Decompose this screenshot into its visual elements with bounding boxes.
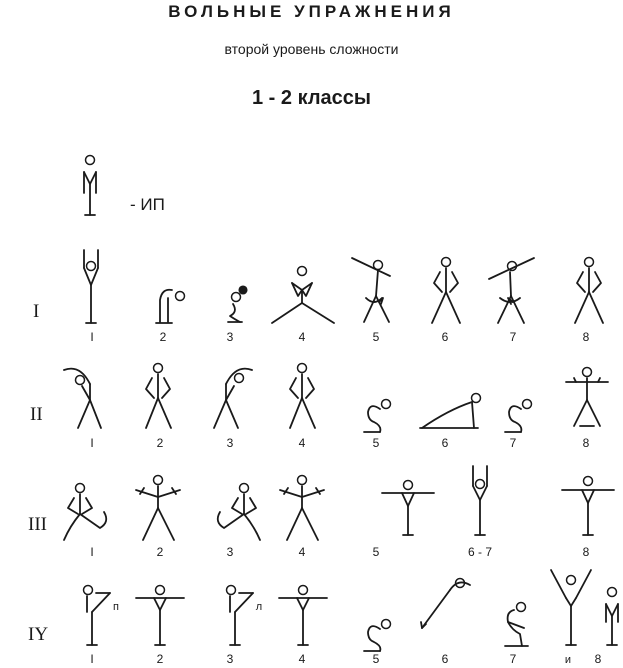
side-mark-left: л — [255, 601, 263, 613]
figure-row4-4 — [279, 586, 327, 646]
count-label: 6 — [441, 436, 449, 450]
count-label: 3 — [226, 436, 234, 450]
row-label-2: II — [30, 404, 43, 425]
count-label: I — [90, 330, 94, 344]
figure-row3-8 — [562, 477, 614, 536]
figure-row4-6 — [421, 579, 470, 629]
figure-row2-7 — [505, 400, 532, 433]
figure-row1-6 — [432, 258, 460, 324]
row-label-3: III — [28, 514, 47, 535]
count-label: 5 — [372, 330, 380, 344]
count-label: 4 — [298, 330, 306, 344]
figure-row1-8 — [575, 258, 603, 324]
figure-row1-3 — [228, 286, 247, 322]
count-label: 5 — [372, 652, 380, 666]
count-label: 2 — [156, 436, 164, 450]
figure-row1-5 — [352, 258, 390, 322]
figure-row1-2 — [156, 290, 185, 323]
row-label-4: IY — [28, 624, 49, 645]
figure-row4-7 — [505, 603, 528, 647]
count-label: 7 — [509, 330, 517, 344]
grade-heading: 1 - 2 классы — [252, 87, 371, 109]
figure-row2-6 — [420, 394, 481, 429]
start-position-label: - ИП — [130, 195, 165, 214]
count-label: 8 — [594, 652, 602, 666]
figure-row2-3 — [214, 369, 252, 428]
figure-row4-3 — [227, 586, 254, 646]
figure-row3-3 — [218, 484, 260, 541]
figure-row2-8 — [566, 368, 608, 427]
figure-row3-2 — [136, 476, 180, 541]
count-label: 3 — [226, 545, 234, 559]
count-label: 5 — [372, 545, 380, 559]
figure-row4-5 — [364, 620, 391, 652]
figure-row1-7 — [489, 258, 534, 323]
figure-row2-5 — [364, 400, 391, 433]
figure-row2-4 — [290, 364, 315, 429]
figure-row4-2 — [136, 586, 184, 646]
count-label: 4 — [298, 545, 306, 559]
figure-row4-8 — [606, 588, 618, 646]
count-label: 3 — [226, 652, 234, 666]
row-label-1: I — [33, 301, 40, 322]
count-label: 2 — [156, 652, 164, 666]
figure-row4-и — [551, 570, 591, 645]
count-label: 4 — [298, 436, 306, 450]
count-label: 6 — [441, 652, 449, 666]
count-label: 6 — [441, 330, 449, 344]
count-label: 7 — [509, 652, 517, 666]
count-label: 8 — [582, 545, 590, 559]
count-label: I — [90, 652, 94, 666]
count-label: 2 — [156, 545, 164, 559]
figure-row3-1 — [64, 484, 106, 541]
page-title: ВОЛЬНЫЕ УПРАЖНЕНИЯ — [168, 2, 455, 21]
count-label: I — [90, 436, 94, 450]
page-subtitle: второй уровень сложности — [224, 41, 399, 57]
count-label: I — [90, 545, 94, 559]
count-label: 3 — [226, 330, 234, 344]
count-label: 7 — [509, 436, 517, 450]
figure-row2-1 — [64, 369, 101, 428]
figure-row1-4 — [272, 267, 334, 324]
figure-row4-1 — [84, 586, 111, 646]
figure-row1-1 — [84, 250, 98, 323]
figure-row3-5 — [382, 481, 434, 536]
count-label: 2 — [159, 330, 167, 344]
count-label: 8 — [582, 436, 590, 450]
figure-row3-6-7 — [473, 466, 487, 535]
count-label: 4 — [298, 652, 306, 666]
count-label: и — [564, 654, 572, 666]
figure-row2-2 — [146, 364, 171, 429]
figure-start-position — [84, 156, 96, 216]
figure-row3-4 — [280, 476, 324, 541]
count-label: 6 - 7 — [467, 545, 493, 559]
count-label: 8 — [582, 330, 590, 344]
side-mark-right: п — [113, 601, 119, 613]
count-label: 5 — [372, 436, 380, 450]
